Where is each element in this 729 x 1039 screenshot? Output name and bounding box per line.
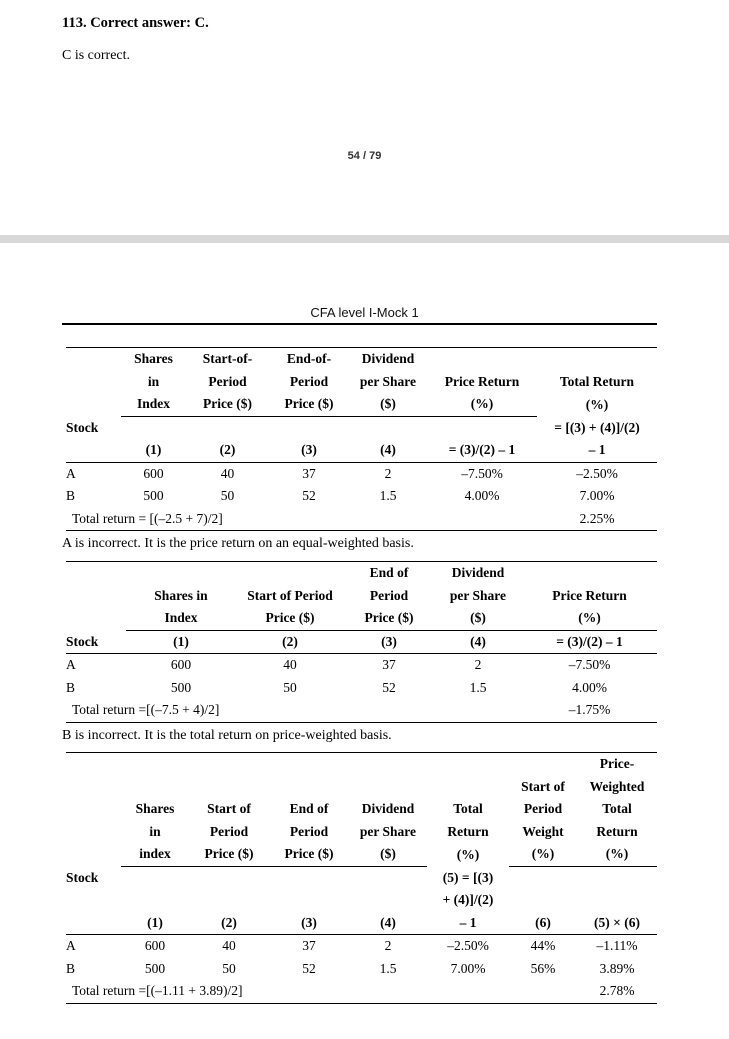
cell: 2: [384, 465, 392, 481]
col-number: (4): [434, 630, 522, 654]
th-end: Price ($): [344, 607, 434, 630]
cell: A: [66, 938, 76, 954]
col-number: = (3)/(2) – 1: [522, 630, 657, 654]
th-end: Period: [289, 823, 329, 839]
table-row: [66, 677, 657, 700]
running-header-title: CFA level I-Mock 1: [310, 305, 419, 320]
th-price-return: Price Return: [552, 587, 627, 603]
th-pw: Total: [602, 801, 632, 817]
cell: 50: [283, 679, 297, 695]
table-row: [66, 654, 657, 677]
th-end: Period: [289, 373, 329, 389]
cell: 50: [220, 488, 235, 504]
col-number: (2): [189, 912, 269, 935]
cell: 40: [222, 938, 236, 954]
answer-statement: C is correct.: [62, 48, 131, 63]
th-end: Price ($): [269, 393, 349, 416]
table-total-row: [66, 699, 657, 722]
cell: 500: [143, 488, 164, 504]
cell: –2.50%: [576, 465, 618, 481]
cell: 4.00%: [572, 679, 607, 695]
table-row: [66, 462, 657, 485]
cell: 2: [384, 938, 392, 954]
th-div: per Share: [359, 373, 417, 389]
col-number: (2): [236, 630, 344, 654]
th-total: + (4)]/(2): [442, 892, 494, 908]
total-label: Total return =[(–1.11 + 3.89)/2]: [66, 980, 577, 1003]
th-total: (%): [456, 846, 480, 862]
cell: 40: [283, 657, 297, 673]
th-shares: in: [149, 823, 161, 839]
th-div: Dividend: [361, 801, 415, 817]
th-pw: (%): [577, 843, 657, 866]
th-total: (5) = [(3): [442, 869, 494, 885]
th-total-return: – 1: [537, 439, 657, 462]
cell: –2.50%: [447, 938, 489, 954]
th-pw: Price-: [577, 753, 657, 776]
th-start: Price ($): [189, 843, 269, 866]
th-div: per Share: [359, 823, 417, 839]
page-number: 54 / 79: [347, 150, 382, 162]
cell: –7.50%: [568, 657, 611, 673]
th-total-return: = [(3) + (4)]/(2): [554, 419, 640, 435]
col-number: (4): [349, 439, 427, 462]
cell: 52: [382, 679, 396, 695]
th-weight: Start of: [521, 778, 565, 794]
th-stock: Stock: [66, 419, 99, 435]
table-row: [66, 485, 657, 508]
cell: 56%: [530, 960, 556, 976]
total-value: 2.78%: [577, 980, 657, 1003]
th-stock: Stock: [66, 869, 99, 885]
table-equal-weighted-price-return: [66, 561, 657, 723]
th-div: Dividend: [349, 348, 427, 371]
th-div: ($): [434, 607, 522, 630]
cell: 3.89%: [599, 960, 635, 976]
th-weight: Weight: [522, 823, 564, 839]
cell: 600: [170, 657, 192, 673]
cell: –7.50%: [461, 465, 503, 481]
cell: –1.11%: [596, 938, 638, 954]
th-weight: Period: [523, 801, 563, 817]
col-number: (4): [349, 912, 427, 935]
col-number: (1): [121, 912, 189, 935]
cell: 37: [302, 465, 316, 481]
th-div: ($): [349, 843, 427, 866]
table-row: [66, 935, 657, 958]
cell: 44%: [530, 938, 556, 954]
page-separator: [0, 235, 729, 243]
cell: 2: [474, 657, 482, 673]
cell: A: [66, 465, 76, 481]
th-end: Price ($): [269, 843, 349, 866]
cell: 7.00%: [579, 488, 615, 504]
th-total-return: (%): [585, 396, 609, 412]
col-number: (6): [509, 912, 577, 935]
th-start: Period: [209, 823, 249, 839]
cell: B: [66, 679, 76, 695]
th-start: Start of Period: [247, 587, 333, 603]
col-number: (2): [186, 439, 269, 462]
th-end: End of: [289, 801, 329, 817]
cell: 4.00%: [464, 488, 500, 504]
col-number: (1): [126, 630, 236, 654]
col-number: (1): [121, 439, 186, 462]
table-row: [66, 958, 657, 981]
th-shares: Index: [121, 393, 186, 416]
th-total: – 1: [427, 912, 509, 935]
th-div: ($): [349, 393, 427, 416]
th-weight: (%): [509, 843, 577, 866]
th-shares: in: [147, 373, 160, 389]
explanation-a: A is incorrect. It is the price return on an equal-weighted basis.: [62, 536, 414, 551]
th-start: Period: [208, 373, 247, 389]
cell: 52: [302, 960, 316, 976]
table-total-row: [66, 508, 657, 531]
table-total-row: [66, 980, 657, 1003]
total-value: –1.75%: [522, 699, 657, 722]
th-start: Price ($): [186, 393, 269, 416]
table-price-weighted-total-return: [66, 347, 657, 531]
col-number: (3): [344, 630, 434, 654]
col-number: (5) × (6): [577, 912, 657, 935]
cell: 1.5: [379, 960, 397, 976]
table-price-weighted-basis: [66, 752, 657, 1004]
th-end: Period: [369, 587, 409, 603]
cell: 37: [302, 938, 316, 954]
th-start: Start of: [207, 801, 251, 817]
explanation-b: B is incorrect. It is the total return on price-weighted basis.: [62, 728, 392, 743]
cell: 600: [143, 465, 164, 481]
cell: 1.5: [379, 488, 397, 504]
running-header-rule: [62, 323, 657, 325]
th-end: End of: [344, 562, 434, 585]
total-label: Total return =[(–7.5 + 4)/2]: [66, 699, 522, 722]
th-price-return: Price Return: [444, 373, 520, 389]
th-div: per Share: [449, 587, 507, 603]
col-number: (3): [269, 912, 349, 935]
cell: 500: [144, 960, 166, 976]
cell: 600: [144, 938, 166, 954]
cell: 40: [220, 465, 235, 481]
th-start: Price ($): [236, 607, 344, 630]
cell: 7.00%: [450, 960, 486, 976]
cell: 50: [222, 960, 236, 976]
col-number: = (3)/(2) – 1: [427, 439, 537, 462]
cell: 52: [302, 488, 316, 504]
answer-heading: 113. Correct answer: C.: [62, 15, 209, 31]
th-total-return: Total Return: [559, 373, 635, 389]
th-stock: Stock: [66, 630, 126, 654]
cell: B: [66, 960, 76, 976]
th-shares: index: [121, 843, 189, 866]
cell: B: [66, 488, 76, 504]
cell: 500: [170, 679, 192, 695]
th-start: Start-of-: [186, 348, 269, 371]
th-shares: Shares: [135, 801, 175, 817]
cell: 1.5: [469, 679, 487, 695]
th-pw: Weighted: [589, 778, 645, 794]
th-shares: Index: [126, 607, 236, 630]
th-total: Return: [447, 823, 489, 839]
th-total: Total: [453, 801, 483, 817]
th-price-return: (%): [427, 393, 537, 416]
col-number: (3): [269, 439, 349, 462]
th-price-return: (%): [522, 607, 657, 630]
th-shares: Shares in: [154, 587, 208, 603]
th-pw: Return: [596, 823, 638, 839]
cell: 37: [382, 657, 396, 673]
page-top: [0, 0, 729, 235]
cell: A: [66, 657, 76, 673]
th-div: Dividend: [434, 562, 522, 585]
total-value: 2.25%: [537, 508, 657, 531]
th-shares: Shares: [121, 348, 186, 371]
total-label: Total return = [(–2.5 + 7)/2]: [66, 508, 537, 531]
th-end: End-of-: [269, 348, 349, 371]
